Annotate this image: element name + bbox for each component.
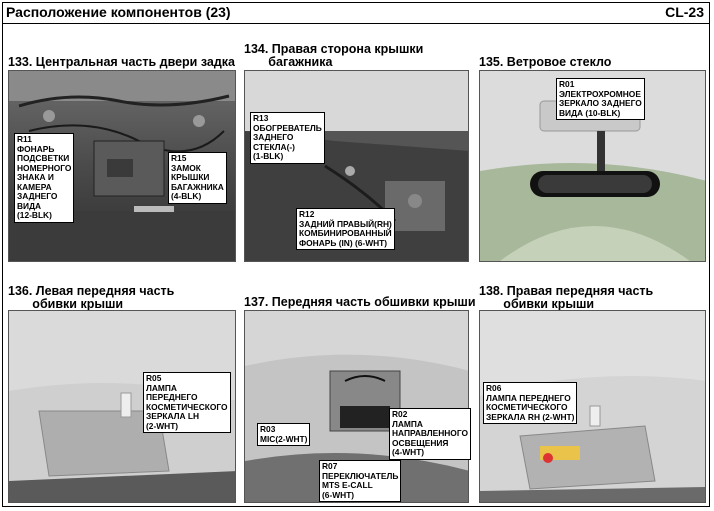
label-r06: R06 ЛАМПА ПЕРЕДНЕГО КОСМЕТИЧЕСКОГО ЗЕРКАЛА RH (2-WHT): [483, 382, 577, 424]
label-r13: R13 ОБОГРЕВАТЕЛЬ ЗАДНЕГО СТЕКЛА(-) (1-BLK): [250, 112, 325, 164]
label-r03: R03 MIC(2-WHT): [257, 423, 310, 446]
caption-133: 133. Центральная часть двери задка: [8, 55, 235, 69]
caption-134: 134. Правая сторона крышки багажника: [244, 42, 424, 69]
label-r12: R12 ЗАДНИЙ ПРАВЫЙ(RH) КОМБИНИРОВАННЫЙ ФОНАРЬ (IN) (6-WHT): [296, 208, 395, 250]
label-r02: R02 ЛАМПА НАПРАВЛЕННОГО ОСВЕЩЕНИЯ (4-WHT): [389, 408, 471, 460]
label-r07: R07 ПЕРЕКЛЮЧАТЕЛЬ MTS E-CALL (6-WHT): [319, 460, 401, 502]
page-header: [2, 2, 710, 24]
caption-136: 136. Левая передняя часть обивки крыши: [8, 284, 175, 311]
label-r05: R05 ЛАМПА ПЕРЕДНЕГО КОСМЕТИЧЕСКОГО ЗЕРКАЛА LH (2-WHT): [143, 372, 231, 433]
label-r11: R11 ФОНАРЬ ПОДСВЕТКИ НОМЕРНОГО ЗНАКА И КАМЕРА ЗАДНЕГО ВИДА (12-BLK): [14, 133, 74, 223]
caption-135: 135. Ветровое стекло: [479, 55, 612, 69]
page-title: Расположение компонентов (23): [6, 4, 231, 20]
caption-137: 137. Передняя часть обшивки крыши: [244, 295, 476, 309]
page-number: CL-23: [665, 4, 704, 20]
caption-138: 138. Правая передняя часть обивки крыши: [479, 284, 654, 311]
label-r15: R15 ЗАМОК КРЫШКИ БАГАЖНИКА (4-BLK): [168, 152, 227, 204]
label-r01: R01 ЭЛЕКТРОХРОМНОЕ ЗЕРКАЛО ЗАДНЕГО ВИДА (10-BLK): [556, 78, 645, 120]
